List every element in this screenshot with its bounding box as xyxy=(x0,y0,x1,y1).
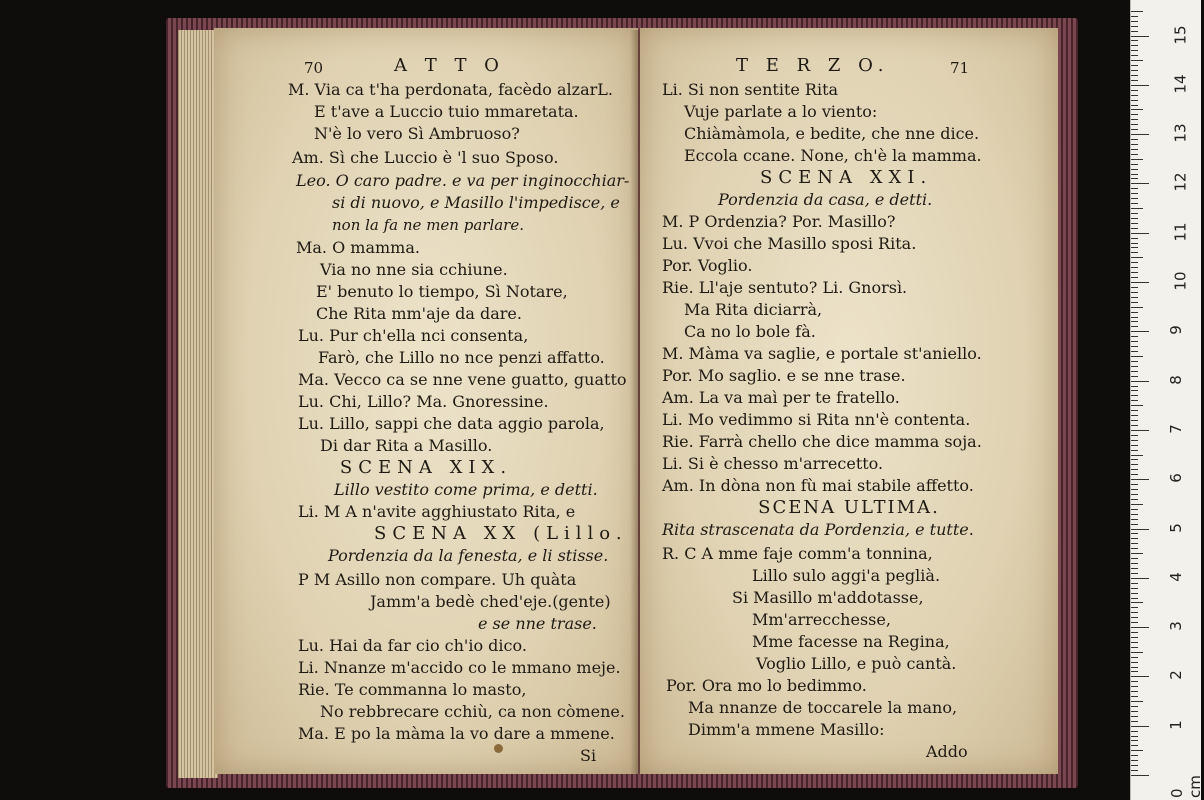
ruler-tick xyxy=(1131,139,1138,140)
ruler-tick xyxy=(1131,114,1138,115)
text-line: Ma nnanze de toccarele la mano, xyxy=(688,698,958,717)
ruler-tick xyxy=(1131,134,1149,135)
page-edges xyxy=(178,30,218,778)
ruler-tick xyxy=(1131,716,1138,717)
ruler-tick xyxy=(1131,607,1138,608)
ruler-tick xyxy=(1131,548,1138,549)
ruler-tick xyxy=(1131,26,1138,27)
catchword: Si xyxy=(580,746,597,765)
ruler-tick xyxy=(1131,297,1138,298)
text-line: Li. Si è chesso m'arrecetto. xyxy=(662,454,884,473)
ruler-tick xyxy=(1131,321,1138,322)
ruler-tick xyxy=(1131,469,1138,470)
ruler-tick xyxy=(1131,430,1149,431)
ruler-tick xyxy=(1131,124,1138,125)
ruler-tick xyxy=(1131,331,1149,332)
ruler-tick xyxy=(1131,223,1138,224)
ruler-tick xyxy=(1131,627,1149,628)
ruler-tick xyxy=(1131,489,1138,490)
text-line: Ma Rita diciarrà, xyxy=(684,300,823,319)
ruler-tick xyxy=(1131,543,1138,544)
ruler-tick xyxy=(1131,740,1138,741)
ruler-tick xyxy=(1131,568,1138,569)
ruler-tick xyxy=(1131,361,1138,362)
text-line: Lillo sulo aggi'a peglià. xyxy=(752,566,941,585)
scene-heading: SCENA XIX. xyxy=(339,457,513,478)
stage-direction: Pordenzia da casa, e detti. xyxy=(718,190,933,209)
ruler-tick xyxy=(1131,563,1138,564)
ruler-tick xyxy=(1131,302,1138,303)
ruler-label: 14 xyxy=(1171,74,1190,94)
ruler-tick xyxy=(1131,459,1138,460)
text-line: Lu. Hai da far cio ch'io dico. xyxy=(298,636,527,655)
ruler-tick xyxy=(1131,711,1138,712)
ruler-tick xyxy=(1131,637,1138,638)
ruler-tick xyxy=(1131,65,1138,66)
ruler-tick xyxy=(1131,238,1138,239)
ruler-tick xyxy=(1131,336,1138,337)
ruler-tick xyxy=(1131,149,1138,150)
text-line: non la fa ne men parlare. xyxy=(332,216,524,234)
ruler-label: 4 xyxy=(1166,572,1185,582)
ruler-tick xyxy=(1131,598,1138,599)
text-line: Leo. O caro padre. e va per inginocchiar- xyxy=(296,171,630,190)
ruler-tick xyxy=(1131,341,1138,342)
ruler-tick xyxy=(1131,529,1149,530)
ruler-tick xyxy=(1131,243,1138,244)
ruler-tick xyxy=(1131,351,1138,352)
ruler-tick xyxy=(1131,183,1149,184)
ruler-tick xyxy=(1131,70,1138,71)
ruler-tick xyxy=(1131,395,1138,396)
ruler-tick xyxy=(1131,267,1138,268)
ruler-tick xyxy=(1131,558,1138,559)
ruler-tick xyxy=(1131,371,1138,372)
ruler-tick xyxy=(1131,691,1138,692)
ruler-tick xyxy=(1131,262,1138,263)
ruler-tick xyxy=(1131,420,1138,421)
ruler-tick xyxy=(1131,307,1143,308)
ruler-tick xyxy=(1131,405,1143,406)
text-line: No rebbrecare cchiù, ca non còmene. xyxy=(320,702,625,721)
catchword: Addo xyxy=(926,742,968,761)
ruler-tick xyxy=(1131,775,1149,776)
text-line: Li. Nnanze m'accido co le mmano meje. xyxy=(298,658,621,677)
ruler-tick xyxy=(1131,366,1138,367)
ruler-tick xyxy=(1131,726,1149,727)
ruler-tick xyxy=(1131,174,1138,175)
ruler-label: 5 xyxy=(1166,522,1185,533)
ruler-tick xyxy=(1131,228,1138,229)
ruler-tick xyxy=(1131,287,1138,288)
ruler-tick xyxy=(1131,55,1138,56)
ruler-label: 13 xyxy=(1171,123,1190,143)
ruler-tick xyxy=(1131,390,1138,391)
scene-heading: SCENA XXI. xyxy=(760,167,933,188)
ruler-tick xyxy=(1131,178,1138,179)
text-line: Mm'arrecchesse, xyxy=(752,610,891,629)
ruler-tick xyxy=(1131,657,1138,658)
ruler-tick xyxy=(1131,676,1149,677)
right-page xyxy=(640,28,1058,774)
ruler-tick xyxy=(1131,681,1138,682)
text-line: Di dar Rita a Masillo. xyxy=(320,436,493,455)
ruler-tick xyxy=(1131,602,1143,603)
ruler-tick xyxy=(1131,415,1138,416)
ruler-tick xyxy=(1131,410,1138,411)
scene-heading: SCENA XX (Lillo. xyxy=(374,523,628,544)
ruler-tick xyxy=(1131,706,1138,707)
text-line: P M Asillo non compare. Uh quàta xyxy=(298,570,577,589)
page-number: 70 xyxy=(304,59,324,77)
ruler-tick xyxy=(1131,188,1138,189)
ruler-tick xyxy=(1131,765,1138,766)
ruler-tick xyxy=(1131,519,1138,520)
ruler-tick xyxy=(1131,346,1138,347)
text-line: Farò, che Lillo no nce penzi affatto. xyxy=(318,348,605,367)
text-line: E' benuto lo tiempo, Sì Notare, xyxy=(316,282,568,301)
ruler-tick xyxy=(1131,21,1138,22)
ruler-tick xyxy=(1131,686,1138,687)
ruler-tick xyxy=(1131,85,1149,86)
ruler-tick xyxy=(1131,119,1138,120)
ruler-tick xyxy=(1131,100,1138,101)
ruler-tick xyxy=(1131,169,1138,170)
ruler-label: 11 xyxy=(1171,222,1190,242)
text-line: Eccola ccane. None, ch'è la mamma. xyxy=(684,146,982,165)
ruler-label: 10 xyxy=(1171,271,1190,291)
ruler-label: 9 xyxy=(1166,325,1185,336)
ruler-tick xyxy=(1131,282,1149,283)
ruler-tick xyxy=(1131,479,1149,480)
ruler-tick xyxy=(1131,504,1143,505)
ruler-tick xyxy=(1131,553,1143,554)
text-line: Lu. Pur ch'ella nci consenta, xyxy=(298,326,529,345)
ruler-tick xyxy=(1131,60,1143,61)
running-head: T E R Z O. xyxy=(736,55,890,76)
ruler-tick xyxy=(1131,356,1143,357)
text-line: Ma. Vecco ca se nne vene guatto, guatto xyxy=(298,370,627,389)
running-head: A T T O xyxy=(394,55,505,76)
text-line: Am. Sì che Luccio è 'l suo Sposo. xyxy=(292,148,559,167)
ruler-tick xyxy=(1131,593,1138,594)
ruler-tick xyxy=(1131,588,1138,589)
ruler-tick xyxy=(1131,154,1138,155)
ruler-label: 0 cm xyxy=(1168,775,1204,798)
stage-direction: e se nne trase. xyxy=(478,614,597,633)
ruler-label: 15 xyxy=(1171,24,1190,45)
ruler-tick xyxy=(1131,450,1138,451)
ruler-tick xyxy=(1131,760,1138,761)
ruler-tick xyxy=(1131,50,1138,51)
stage-direction: Rita strascenata da Pordenzia, e tutte. xyxy=(662,520,974,539)
ruler-tick xyxy=(1131,95,1138,96)
ruler-tick xyxy=(1131,533,1138,534)
text-line: Jamm'a bedè ched'eje.(gente) xyxy=(370,592,611,611)
ruler-tick xyxy=(1131,671,1138,672)
ruler-tick xyxy=(1131,80,1138,81)
ruler-tick xyxy=(1131,573,1138,574)
ruler-label: 7 xyxy=(1166,424,1185,434)
ruler-label: 12 xyxy=(1171,172,1190,192)
ruler-tick xyxy=(1131,277,1138,278)
ruler-tick xyxy=(1131,632,1138,633)
text-line: Lu. Chi, Lillo? Ma. Gnoressine. xyxy=(298,392,549,411)
ruler-tick xyxy=(1131,31,1138,32)
ruler-tick xyxy=(1131,129,1138,130)
text-line: Vuje parlate a lo viento: xyxy=(684,102,878,121)
text-line: M. Via ca t'ha perdonata, facèdo alzarL. xyxy=(288,80,613,99)
ruler-tick xyxy=(1131,484,1138,485)
text-line: Mme facesse na Regina, xyxy=(752,632,950,651)
stage-direction: Pordenzia da la fenesta, e li stisse. xyxy=(328,546,609,565)
ruler-label: 2 xyxy=(1166,670,1185,681)
text-line: Chiàmàmola, e bedite, che nne dice. xyxy=(684,124,980,143)
ruler-tick xyxy=(1131,16,1138,17)
ruler-tick xyxy=(1131,257,1143,258)
ruler-tick xyxy=(1131,514,1138,515)
ruler-tick xyxy=(1131,745,1138,746)
ruler-tick xyxy=(1131,247,1138,248)
text-line: R. C A mme faje comm'a tonnina, xyxy=(662,544,933,563)
ruler-tick xyxy=(1131,11,1143,12)
text-line: Voglio Lillo, e può cantà. xyxy=(756,654,957,673)
ruler-tick xyxy=(1131,499,1138,500)
ruler-tick xyxy=(1131,583,1138,584)
text-line: E t'ave a Luccio tuio mmaretata. xyxy=(314,102,579,121)
ruler-tick xyxy=(1131,45,1138,46)
text-line: Por. Ora mo lo bedimmo. xyxy=(666,676,867,695)
ruler-tick xyxy=(1131,731,1138,732)
stage-direction: Lillo vestito come prima, e detti. xyxy=(334,480,598,499)
text-line: Ma. E po la màma la vo dare a mmene. xyxy=(298,724,615,743)
ruler-tick xyxy=(1131,509,1138,510)
ruler-tick xyxy=(1131,312,1138,313)
text-line: Che Rita mm'aje da dare. xyxy=(316,304,522,323)
ruler-tick xyxy=(1131,667,1138,668)
ruler-tick xyxy=(1131,164,1138,165)
ruler-tick xyxy=(1131,652,1143,653)
ruler-tick xyxy=(1131,109,1143,110)
text-line: Lu. Vvoi che Masillo sposi Rita. xyxy=(662,234,917,253)
ruler-tick xyxy=(1131,642,1138,643)
ruler-tick xyxy=(1131,755,1138,756)
text-line: Via no nne sia cchiune. xyxy=(320,260,508,279)
ruler-tick xyxy=(1131,381,1149,382)
text-line: Rie. Farrà chello che dice mamma soja. xyxy=(662,432,982,451)
ruler-tick xyxy=(1131,770,1138,771)
ruler-tick xyxy=(1131,218,1138,219)
ruler-tick xyxy=(1131,425,1138,426)
ruler-tick xyxy=(1131,524,1138,525)
ruler-tick xyxy=(1131,376,1138,377)
ruler-tick xyxy=(1131,213,1138,214)
ruler-tick xyxy=(1131,701,1143,702)
text-line: si di nuovo, e Masillo l'impedisce, e xyxy=(332,193,620,212)
ruler-tick xyxy=(1131,203,1138,204)
ruler-tick xyxy=(1131,400,1138,401)
text-line: Por. Voglio. xyxy=(662,256,753,275)
ruler-tick xyxy=(1131,578,1149,579)
ruler-label: 6 xyxy=(1166,473,1185,483)
ruler-tick xyxy=(1131,647,1138,648)
text-line: Ca no lo bole fà. xyxy=(684,322,816,341)
ruler-tick xyxy=(1131,474,1138,475)
ruler-tick xyxy=(1131,538,1138,539)
ruler-tick xyxy=(1131,193,1138,194)
ruler-tick xyxy=(1131,198,1138,199)
ruler-tick xyxy=(1131,736,1138,737)
ruler-tick xyxy=(1131,721,1138,722)
ruler-tick xyxy=(1131,494,1138,495)
ruler-tick xyxy=(1131,36,1149,37)
ruler-tick xyxy=(1131,612,1138,613)
text-line: N'è lo vero Sì Ambruoso? xyxy=(314,124,520,143)
measuring-ruler xyxy=(1130,0,1204,800)
text-line: Li. Si non sentite Rita xyxy=(662,80,839,99)
ruler-label: 1 xyxy=(1166,719,1185,730)
ruler-tick xyxy=(1131,272,1138,273)
text-line: Rie. Ll'aje sentuto? Li. Gnorsì. xyxy=(662,278,908,297)
scene-heading: SCENA ULTIMA. xyxy=(758,497,940,518)
ruler-tick xyxy=(1131,317,1138,318)
left-page xyxy=(214,28,638,774)
ruler-tick xyxy=(1131,464,1138,465)
ruler-tick xyxy=(1131,622,1138,623)
ruler-label: 8 xyxy=(1166,374,1185,385)
ruler-tick xyxy=(1131,144,1138,145)
ruler-tick xyxy=(1131,75,1138,76)
text-line: Li. M A n'avite agghiustato Rita, e xyxy=(298,502,576,521)
ruler-tick xyxy=(1131,455,1143,456)
ink-spot xyxy=(494,744,503,753)
text-line: Dimm'a mmene Masillo: xyxy=(688,720,885,739)
ruler-tick xyxy=(1131,445,1138,446)
ruler-tick xyxy=(1131,326,1138,327)
ruler-tick xyxy=(1131,40,1138,41)
ruler-tick xyxy=(1131,90,1138,91)
text-line: Por. Mo saglio. e se nne trase. xyxy=(662,366,906,385)
ruler-tick xyxy=(1131,252,1138,253)
ruler-tick xyxy=(1131,159,1143,160)
text-line: M. Màma va saglie, e portale st'aniello. xyxy=(662,344,982,363)
text-line: Li. Mo vedimmo si Rita nn'è contenta. xyxy=(662,410,971,429)
text-line: Rie. Te commanna lo masto, xyxy=(298,680,527,699)
text-line: M. P Ordenzia? Por. Masillo? xyxy=(662,212,896,231)
ruler-tick xyxy=(1131,105,1138,106)
ruler-tick xyxy=(1131,440,1138,441)
ruler-tick xyxy=(1131,617,1138,618)
ruler-tick xyxy=(1131,750,1143,751)
ruler-tick xyxy=(1131,292,1138,293)
ruler-tick xyxy=(1131,662,1138,663)
page-number: 71 xyxy=(950,59,970,77)
text-line: Ma. O mamma. xyxy=(296,238,420,257)
ruler-tick xyxy=(1131,435,1138,436)
text-line: Am. In dòna non fù mai stabile affetto. xyxy=(662,476,974,495)
ruler-label: 3 xyxy=(1166,621,1185,631)
ruler-tick xyxy=(1131,233,1149,234)
text-line: Lu. Lillo, sappi che data aggio parola, xyxy=(298,414,605,433)
ruler-tick xyxy=(1131,208,1143,209)
ruler-tick xyxy=(1131,386,1138,387)
ruler-tick xyxy=(1131,696,1138,697)
text-line: Si Masillo m'addotasse, xyxy=(732,588,924,607)
text-line: Am. La va maì per te fratello. xyxy=(662,388,900,407)
